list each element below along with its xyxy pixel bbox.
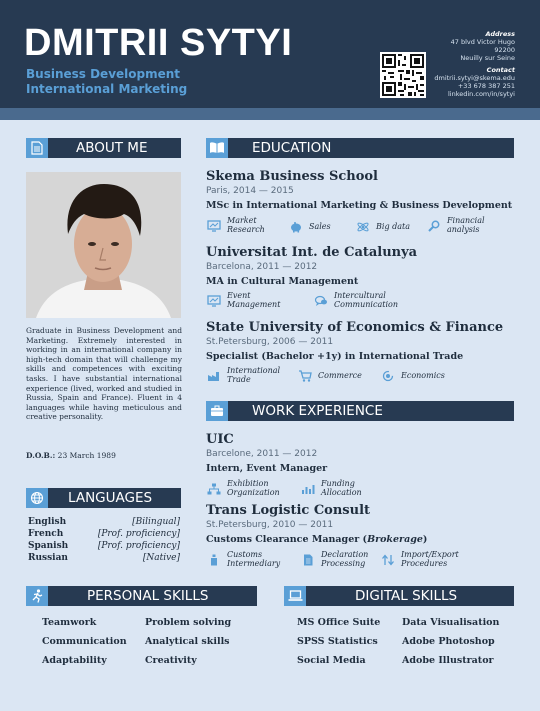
skill-item: Data Visualisation: [402, 617, 500, 628]
tag-label: Trade: [227, 374, 251, 384]
tag-label: Event: [227, 291, 251, 300]
skill-item: Adobe Photoshop: [402, 636, 495, 647]
monitor-icon: [207, 220, 221, 232]
job-role-end: ): [422, 534, 428, 545]
digital-skills-section-header: [284, 586, 514, 606]
tag-customs-intermediary: [207, 551, 280, 568]
tag-big-data: [356, 221, 410, 233]
tag-label: Declaration: [321, 550, 369, 559]
school-degree: Specialist (Bachelor +1y) in International Trade: [206, 351, 464, 362]
dob-label: D.O.B.:: [26, 451, 56, 460]
job-role-emphasis: Brokerage: [367, 534, 423, 545]
tag-label: Big data: [376, 221, 410, 231]
tag-exhibition-organization: [207, 480, 280, 497]
personal-skills-section-header: [26, 586, 257, 606]
language-level: [Bilingual]: [132, 517, 180, 527]
address-block: [451, 30, 515, 62]
magnifier-icon: [427, 220, 441, 232]
tag-market-research: [207, 217, 265, 234]
skill-item: Communication: [42, 636, 127, 647]
hierarchy-icon: [207, 483, 221, 495]
profile-photo: [26, 172, 181, 318]
tag-label: Exhibition: [227, 479, 269, 488]
tag-label: Intercultural: [334, 291, 386, 300]
tag-label: Management: [227, 299, 281, 309]
languages-title: LANGUAGES: [68, 490, 153, 506]
document-icon: [301, 554, 315, 566]
piggy-bank-icon: [289, 221, 303, 233]
about-title: ABOUT ME: [76, 140, 148, 156]
language-name: English: [28, 517, 67, 527]
skill-item: Social Media: [297, 655, 366, 666]
skill-item: Teamwork: [42, 617, 97, 628]
tag-label: Import/Export: [401, 550, 459, 559]
tag-economics: [381, 370, 445, 382]
tag-financial-analysis: [427, 217, 485, 234]
atom-icon: [356, 221, 370, 233]
tag-label: Communication: [334, 299, 398, 309]
briefcase-icon: [206, 401, 228, 421]
skill-item: Adobe Illustrator: [402, 655, 494, 666]
company-name: Trans Logistic Consult: [206, 503, 371, 518]
tag-label: Research: [227, 224, 265, 234]
address-line: Neuilly sur Seine: [460, 54, 515, 62]
book-icon: [206, 138, 228, 158]
address-line: 47 blvd Victor Hugo: [450, 38, 515, 46]
language-level: [Prof. proficiency]: [97, 529, 180, 539]
language-name: French: [28, 529, 64, 539]
tag-international-trade: [207, 367, 280, 384]
dob-value: 23 March 1989: [57, 451, 116, 460]
skill-item: Analytical skills: [145, 636, 230, 647]
skill-item: SPSS Statistics: [297, 636, 378, 647]
school-name: Universitat Int. de Catalunya: [206, 245, 418, 260]
full-name: DMITRII SYTYI: [24, 22, 293, 64]
languages-section-header: [26, 488, 181, 508]
tag-commerce: [298, 370, 362, 382]
tag-label: Organization: [227, 487, 280, 497]
work-title: WORK EXPERIENCE: [252, 403, 383, 419]
school-degree: MA in Cultural Management: [206, 276, 359, 287]
laptop-icon: [284, 586, 306, 606]
digital-skills-title: DIGITAL SKILLS: [355, 588, 458, 604]
tag-label: Allocation: [321, 487, 362, 497]
tag-funding-allocation: [301, 480, 362, 497]
bottle-icon: [207, 554, 221, 566]
factory-icon: [207, 370, 221, 382]
tag-label: Market: [227, 216, 257, 225]
subtitle-international-marketing: International Marketing: [26, 82, 188, 96]
school-place: Paris, 2014 — 2015: [206, 186, 294, 196]
tag-label: International: [227, 366, 281, 375]
bar-chart-icon: [301, 483, 315, 495]
tag-intercultural-communication: [314, 292, 398, 309]
tag-label: Funding: [321, 479, 355, 488]
tag-label: analysis: [447, 224, 480, 234]
header-banner: [0, 0, 540, 108]
tag-import-export-procedures: [381, 551, 459, 568]
work-section-header: [206, 401, 514, 421]
education-section-header: [206, 138, 514, 158]
language-name: Spanish: [28, 541, 69, 551]
document-icon: [26, 138, 48, 158]
date-of-birth: [26, 451, 116, 460]
skill-item: Problem solving: [145, 617, 232, 628]
tag-declaration-processing: [301, 551, 368, 568]
tag-label: Customs: [227, 550, 263, 559]
tag-label: Financial: [447, 216, 485, 225]
qr-code-icon[interactable]: [380, 52, 426, 98]
cart-icon: [298, 370, 312, 382]
skill-item: Creativity: [145, 655, 197, 666]
chat-icon: [314, 295, 328, 307]
contact-block: [434, 66, 515, 98]
address-label: Address: [485, 30, 515, 38]
school-degree: MSc in International Marketing & Business Development: [206, 200, 513, 211]
tag-label: Procedures: [401, 558, 448, 568]
school-place: Barcelona, 2011 — 2012: [206, 262, 318, 272]
education-title: EDUCATION: [252, 140, 332, 156]
about-text: Graduate in Business Development and Marketing. Extremely interested in working in an international company in high-tech domain that will challenge my skills and competences with exciting tasks. I have substantial international experience (lived, worked and studied in Russia, Spain and France). Fluent in 4 languages while having meticulous and creative personality.: [26, 326, 182, 422]
school-name: Skema Business School: [206, 169, 378, 184]
company-name: UIC: [206, 432, 234, 447]
job-role: [206, 534, 427, 545]
arrows-icon: [381, 554, 395, 566]
email-link[interactable]: dmitrii.sytyi@skema.edu: [434, 74, 515, 82]
coin-cycle-icon: [381, 370, 395, 382]
company-place: St.Petersburg, 2010 — 2011: [206, 520, 334, 530]
globe-icon: [26, 488, 48, 508]
tag-label: Economics: [401, 370, 445, 380]
tag-sales: [289, 221, 331, 233]
contact-label: Contact: [486, 66, 515, 74]
school-name: State University of Economics & Finance: [206, 320, 504, 335]
tag-label: Sales: [309, 221, 331, 231]
language-name: Russian: [28, 553, 68, 563]
monitor-icon: [207, 295, 221, 307]
personal-skills-title: PERSONAL SKILLS: [87, 588, 209, 604]
job-role: Intern, Event Manager: [206, 463, 328, 474]
company-place: Barcelone, 2011 — 2012: [206, 449, 318, 459]
tag-event-management: [207, 292, 280, 309]
header-stripe: [0, 108, 540, 120]
language-level: [Prof. proficiency]: [97, 541, 180, 551]
running-person-icon: [26, 586, 48, 606]
linkedin-link[interactable]: linkedin.com/in/sytyi: [447, 90, 515, 98]
job-role-text: Customs Clearance Manager (: [206, 534, 368, 545]
language-level: [Native]: [142, 553, 180, 563]
tag-label: Intermediary: [227, 558, 281, 568]
address-line: 92200: [494, 46, 515, 54]
skill-item: Adaptability: [42, 655, 107, 666]
tag-label: Processing: [321, 558, 366, 568]
school-place: St.Petersburg, 2006 — 2011: [206, 337, 334, 347]
phone-number: +33 678 387 251: [457, 82, 515, 90]
about-section-header: [26, 138, 181, 158]
skill-item: MS Office Suite: [297, 617, 381, 628]
subtitle-business-development: Business Development: [26, 67, 181, 81]
tag-label: Commerce: [318, 370, 362, 380]
